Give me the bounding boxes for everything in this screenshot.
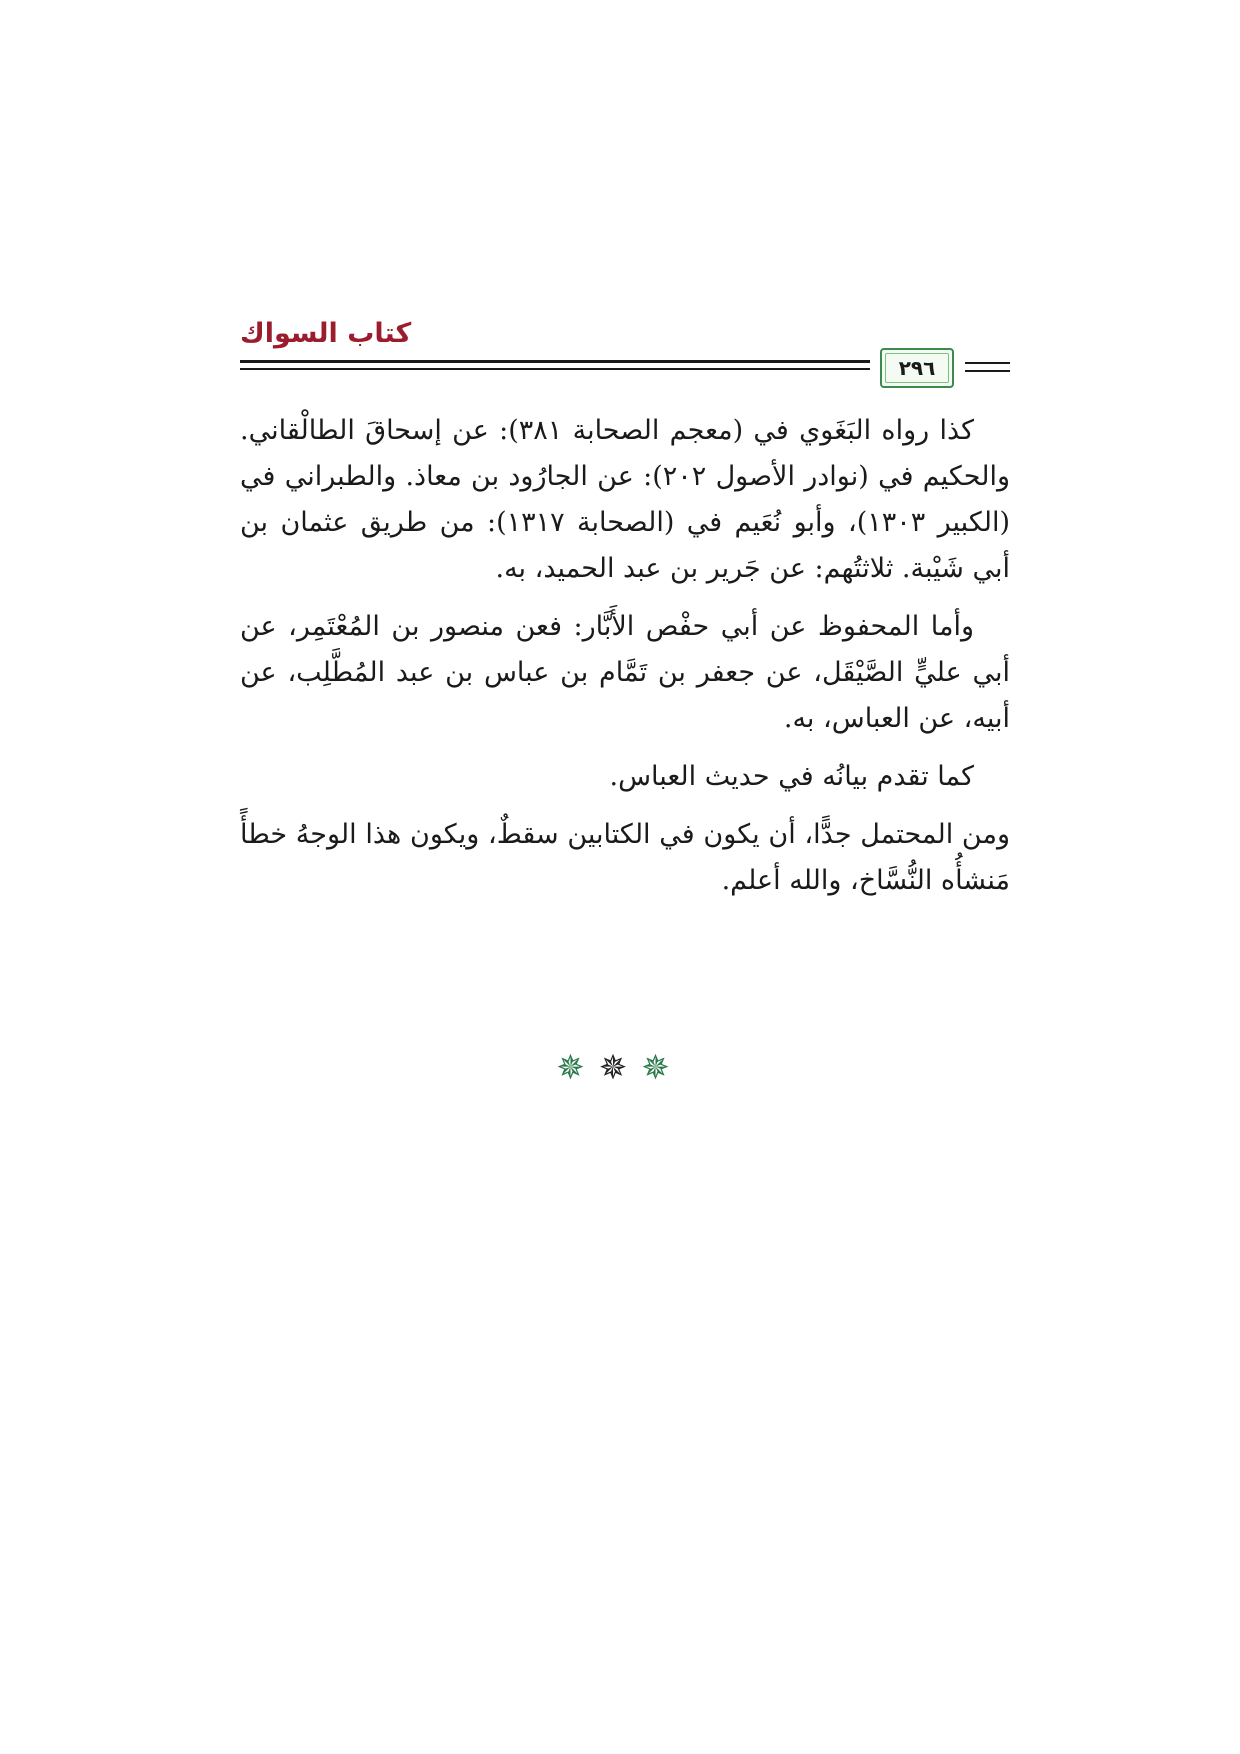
- header-rule-right-top: [965, 362, 1010, 364]
- star-ornament-icon: ✵: [598, 1048, 642, 1088]
- header-rule-thin: [240, 368, 870, 370]
- page-number: ٢٩٦: [898, 356, 936, 380]
- paragraph-1: كذا رواه البَغَوي في (معجم الصحابة ٣٨١): عن إسحاقَ الطالْقاني. والحكيم في (نوادر الأصول ٢٠٢): عن الجارُود بن معاذ. والطبراني في (الكبير ١٣٠٣)، وأبو نُعَيم في (الصحابة ١٣١٧): من طريق عثمان بن أبي شَيْبة. ثلاثتُهم: عن جَرير بن عبد الحميد، به.: [240, 415, 1011, 584]
- paragraph-3: كما تقدم بيانُه في حديث العباس.: [609, 761, 974, 792]
- header-rule-thick: [240, 360, 870, 363]
- page-header: [240, 318, 1010, 388]
- page-body: [240, 408, 1010, 916]
- star-ornament-icon: ✵: [641, 1048, 684, 1088]
- page-number-frame: [880, 348, 954, 388]
- section-divider: [0, 1048, 1240, 1088]
- paragraph-4: ومن المحتمل جدًّا، أن يكون في الكتابين سقطٌ، ويكون هذا الوجهُ خطأً مَنشأُه النُّسَّاخ، والله أعلم.: [240, 819, 1010, 896]
- star-ornament-icon: ✵: [556, 1048, 599, 1088]
- book-title: كتاب السواك: [240, 318, 412, 349]
- header-rule-right-bottom: [965, 370, 1010, 372]
- paragraph-2: وأما المحفوظ عن أبي حفْص الأَبَّار: فعن منصور بن المُعْتَمِر، عن أبي عليٍّ الصَّيْقَل، عن جعفر بن تَمَّام بن عباس بن عبد المُطَّلِب، عن أبيه، عن العباس، به.: [240, 611, 1010, 734]
